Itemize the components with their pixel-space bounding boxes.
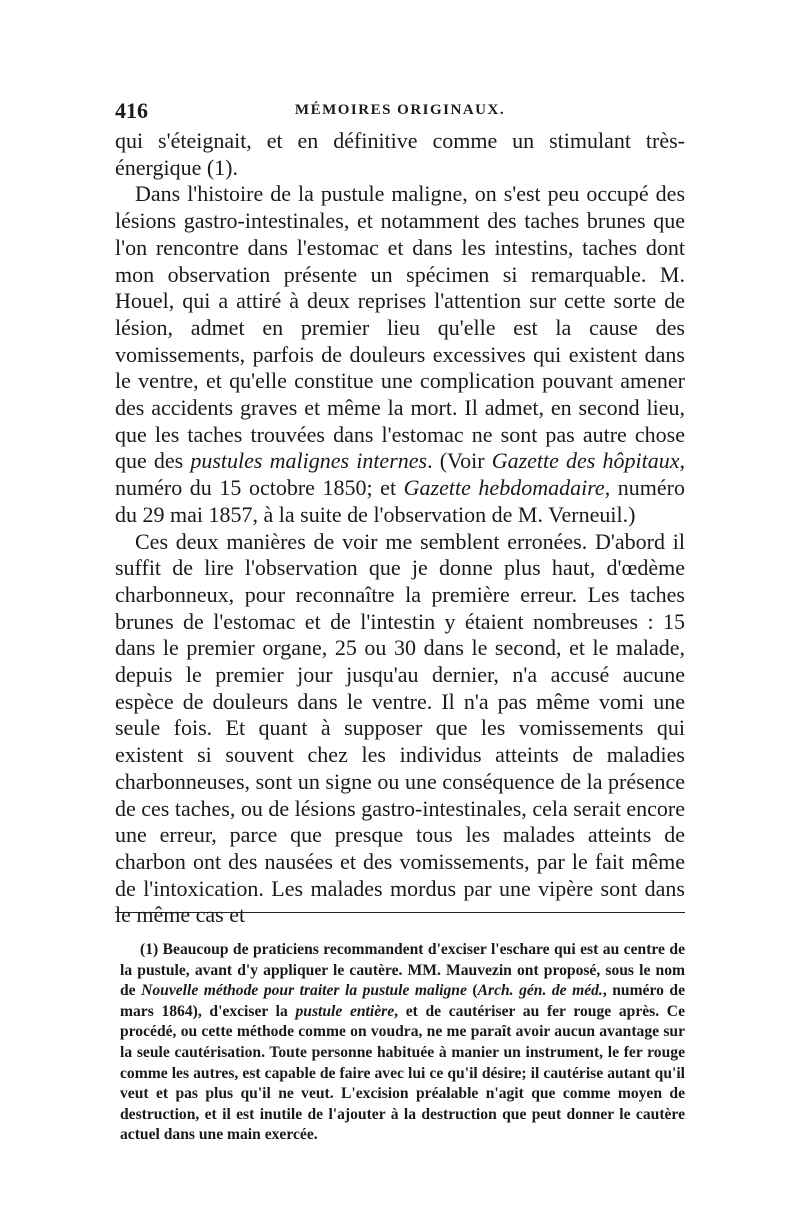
page-number: 416 <box>115 98 148 123</box>
text-run: . (Voir <box>427 448 492 474</box>
text-run: , numéro de mars 1864), d'exciser la <box>120 982 686 1020</box>
running-head: MÉMOIRES ORIGINAUX. <box>294 102 506 118</box>
paragraph <box>115 181 685 528</box>
text-run: Dans l'histoire de la pustule maligne, on s'est peu occupé des lésions gastro-intestinales, et notamment des taches brunes que l'on rencontre dans l'estomac et dans les intestins, taches dont mon observation présente un spécimen si remarquable. M. Houel, qui a attiré à deux reprises l'attention sur cette sorte de lésion, admet en premier lieu qu'elle est la cause des vomissements, parfois de douleurs excessives qui existent dans le ventre, et qu'elle constitue une complication pouvant amener des accidents graves et même la mort. Il admet, en second lieu, que les taches trouvées dans l'estomac ne sont pas autre chose que des <box>115 181 685 474</box>
footnote <box>120 940 685 1146</box>
text-run: (1) Beaucoup de praticiens recommandent d'exciser l'eschare qui est au centre de la pustule, avant d'y appliquer le cautère. MM. Mauvezin ont proposé, sous le nom de <box>120 941 685 1000</box>
italic-text: Arch. gén. de méd. <box>477 982 603 1000</box>
text-run: qui s'éteignait, et en définitive comme un stimulant très-énergique (1). <box>115 128 685 180</box>
text-run: , numéro du 29 mai 1857, à la suite de l'observation de M. Verneuil.) <box>115 475 685 527</box>
text-run: ( <box>466 982 478 1000</box>
italic-text: Nouvelle méthode pour traiter la pustule maligne <box>141 982 467 1000</box>
italic-text: pustule entière <box>295 1002 395 1020</box>
italic-text: pustules malignes internes <box>190 448 428 474</box>
text-run: Ces deux manières de voir me semblent erronées. D'abord il suffit de lire l'observation que je donne plus haut, d'œdème charbonneux, pour reconnaître la première erreur. Les taches brunes de l'estomac et de l'intestin y étaient nombreuses : 15 dans le premier organe, 25 ou 30 dans le second, et le malade, depuis le premier jour jusqu'au dernier, n'a accusé aucune espèce de douleurs dans le ventre. Il n'a pas même vomi une seule fois. Et quant à supposer que les vomissements qui existent si souvent chez les individus atteints de maladies charbonneuses, sont un signe ou une conséquence de la présence de ces taches, ou de lésions gastro-intestinales, cela serait encore une erreur, parce que presque tous les malades atteints de charbon ont des nausées et des vomissements, par le fait même de l'intoxication. Les malades mordus par une vipère sont dans le même cas et <box>115 528 685 928</box>
text-run: , et de cautériser au fer rouge après. Ce procédé, ou cette méthode comme on voudra, ne me paraît avoir aucun avantage sur la seule cautérisation. Toute personne habituée à manier un instrument, le fer rouge comme les autres, est capable de faire avec lui ce qu'il désire; il cautérise autant qu'il veut et pas plus qu'il ne veut. L'excision préalable n'agit que comme moyen de destruction, et il est inutile de l'ajouter à la destruction que peut donner le cautère actuel dans une main exercée. <box>120 1002 685 1144</box>
body-text <box>115 128 685 929</box>
footnote-divider <box>115 912 685 913</box>
paragraph <box>115 529 685 930</box>
footnote-paragraph <box>120 940 685 1146</box>
text-run: , numéro du 15 octobre 1850; et <box>115 448 685 501</box>
italic-text: Gazette hebdomadaire <box>403 475 605 501</box>
page-header <box>115 98 685 128</box>
italic-text: Gazette des hôpitaux <box>491 448 680 474</box>
paragraph <box>115 128 685 181</box>
